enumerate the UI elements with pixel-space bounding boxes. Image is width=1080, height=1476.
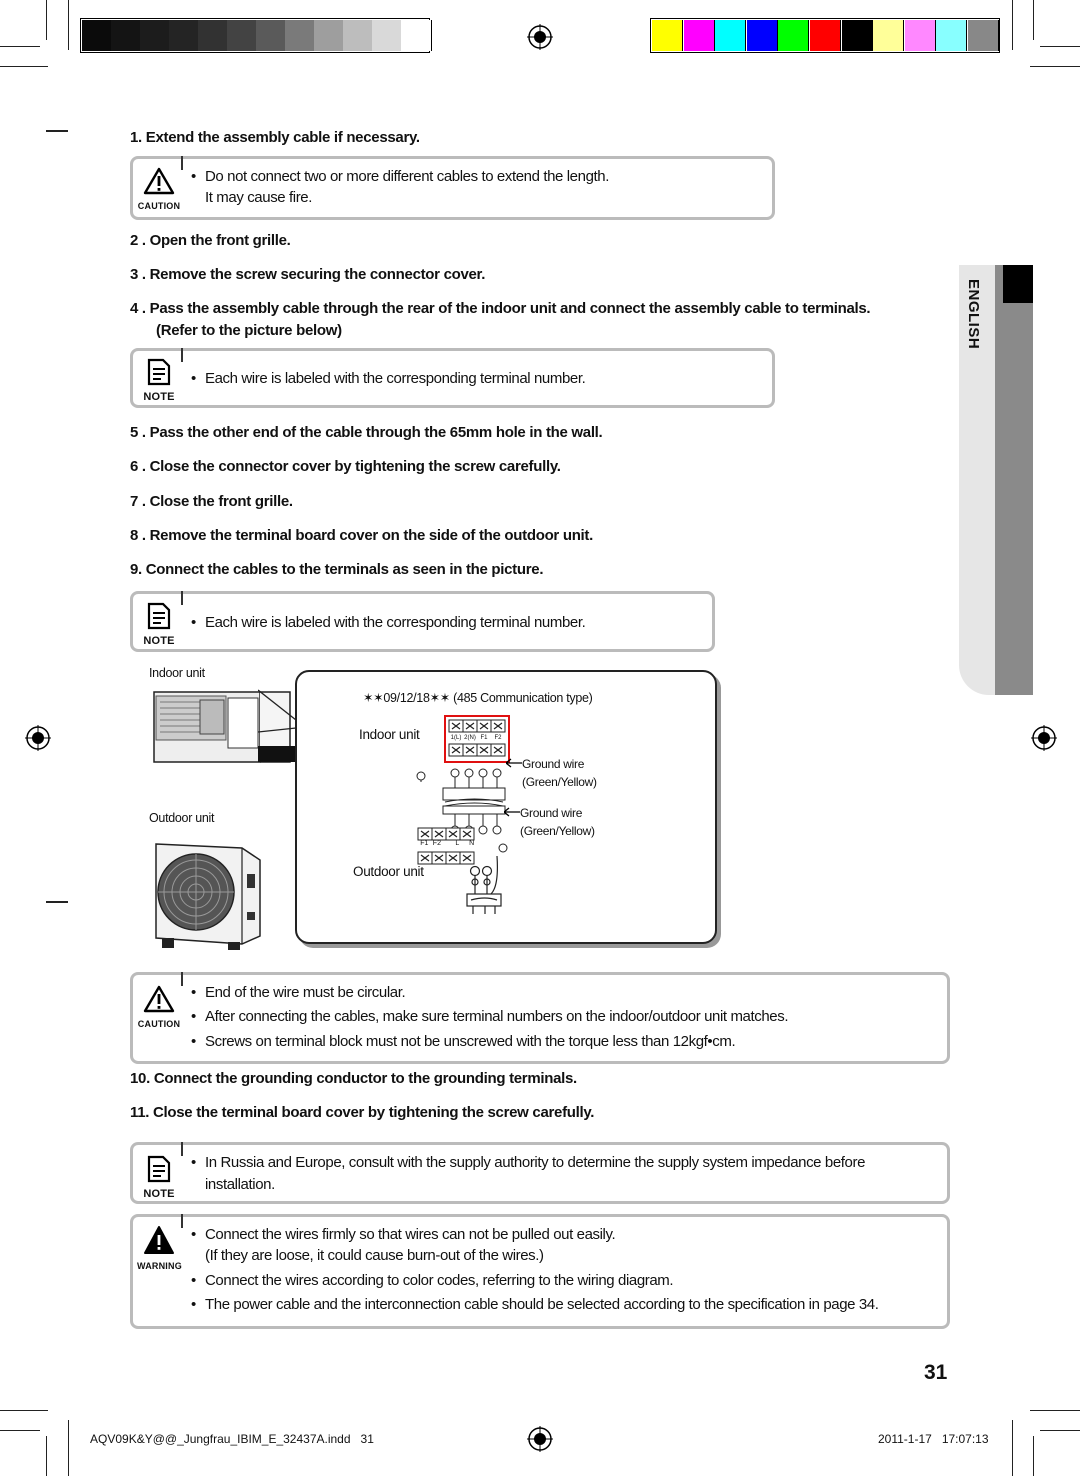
terminal-1l: 1(L) [450,735,462,741]
ground-arrow-2-icon [504,807,520,817]
note-label: NOTE [143,391,175,403]
caution-1-line-1: Do not connect two or more different cables to extend the length. [205,168,609,185]
ground-wire-2-color: (Green/Yellow) [520,824,595,838]
color-swatch [905,20,936,51]
caution-icon [143,985,175,1013]
warning-line-2: (If they are loose, it could cause burn-out of the wires.) [205,1247,544,1264]
step-9: 9. Connect the cables to the terminals as seen in the picture. [130,561,544,578]
gray-swatch [111,20,142,51]
color-swatch [842,20,873,51]
step-5: 5 . Pass the other end of the cable through the 65mm hole in the wall. [130,424,603,441]
terminal-f2: F2 [494,735,502,741]
language-side-tab [959,265,1033,695]
note-label: NOTE [143,1188,175,1200]
warning-line-1: Connect the wires firmly so that wires can not be pulled out easily. [205,1226,616,1243]
caution-label: CAUTION [137,201,181,211]
gray-swatch [140,20,171,51]
caution-label: CAUTION [137,1019,181,1029]
step-4-note: (Refer to the picture below) [156,322,342,339]
gray-swatch [256,20,287,51]
language-label: ENGLISH [965,279,982,350]
ground-arrow-1-icon [506,758,522,768]
note-3-line-2: installation. [205,1176,275,1193]
note-2-text: Each wire is labeled with the corresponding terminal number. [205,614,586,631]
gray-swatch [82,20,113,51]
note-3-line-1: In Russia and Europe, consult with the supply authority to determine the supply system impedance before [205,1154,866,1171]
color-swatch [936,20,967,51]
step-7: 7 . Close the front grille. [130,493,293,510]
page-number: 31 [924,1361,948,1384]
step-11: 11. Close the terminal board cover by tightening the screw carefully. [130,1104,595,1121]
note-icon [146,358,172,386]
caution-2-line-1: End of the wire must be circular. [205,984,406,1001]
gray-swatch [314,20,345,51]
color-swatch [684,20,715,51]
color-swatch [715,20,746,51]
wiring-diagram-panel [295,670,717,944]
caution-2-line-2: After connecting the cables, make sure terminal numbers on the indoor/outdoor unit matches. [205,1008,789,1025]
wiring-indoor-label: Indoor unit [359,727,420,742]
note-1-text: Each wire is labeled with the corresponding terminal number. [205,370,586,387]
caution-box-2: CAUTION • End of the wire must be circular. • After connecting the cables, make sure terminal numbers on the indoor/outdoor unit matches. • Screws on terminal block must not be unscrewed with the torque less than 12kgf•cm. [130,972,950,1064]
color-swatch [747,20,778,51]
caution-icon [143,167,175,195]
note-label: NOTE [143,635,175,647]
terminal-out-f1: F1 [420,840,429,847]
step-2: 2 . Open the front grille. [130,232,291,249]
step-1: 1. Extend the assembly cable if necessary. [130,129,420,146]
footer-timestamp: 2011-1-17 17:07:13 [878,1432,989,1446]
outdoor-unit-illustration [148,838,266,950]
model-type-label: ✶✶09/12/18✶✶ (485 Communication type) [363,691,593,705]
note-box-3: NOTE • In Russia and Europe, consult with the supply authority to determine the supply system impedance before installation. [130,1142,950,1204]
registration-mark-left-icon [25,725,51,751]
terminal-out-n: N [469,840,475,847]
registration-mark-bottom-icon [527,1426,553,1452]
outdoor-unit-label: Outdoor unit [149,811,215,825]
step-4: 4 . Pass the assembly cable through the rear of the indoor unit and connect the assembly cable to terminals. [130,300,871,317]
indoor-unit-label: Indoor unit [149,666,205,680]
gray-swatch [343,20,374,51]
step-6: 6 . Close the connector cover by tightening the screw carefully. [130,458,561,475]
gray-swatch [285,20,316,51]
step-3: 3 . Remove the screw securing the connector cover. [130,266,486,283]
warning-icon [143,1225,175,1255]
note-box-2: NOTE • Each wire is labeled with the corresponding terminal number. [130,591,715,652]
gray-swatch [227,20,258,51]
caution-1-line-2: It may cause fire. [205,189,313,206]
warning-line-3: Connect the wires according to color codes, referring to the wiring diagram. [205,1272,674,1289]
note-icon [146,1155,172,1183]
caution-box-1: CAUTION • Do not connect two or more different cables to extend the length. It may cause fire. [130,156,775,220]
terminal-f1: F1 [480,735,488,741]
wiring-outdoor-label: Outdoor unit [353,864,424,879]
terminal-out-f2: F2 [432,840,441,847]
note-icon [146,602,172,630]
caution-2-line-3: Screws on terminal block must not be unscrewed with the torque less than 12kgf•cm. [205,1033,736,1050]
ground-wire-1-color: (Green/Yellow) [522,775,597,789]
gray-swatch [198,20,229,51]
terminal-2n: 2(N) [464,735,476,741]
step-10: 10. Connect the grounding conductor to the grounding terminals. [130,1070,577,1087]
gray-swatch [169,20,200,51]
warning-box: WARNING • Connect the wires firmly so that wires can not be pulled out easily. (If they are loose, it could cause burn-out of the wires.) • Connect the wires according to color codes, referring to the wiring diagram. • The power cable and the interconnection cable should be selected according to the specification in page 34. [130,1214,950,1329]
color-swatch [968,20,999,51]
warning-label: WARNING [137,1261,182,1271]
footer-file-name: AQV09K&Y@@_Jungfrau_IBIM_E_32437A.indd 31 [90,1432,374,1446]
callout-line [258,688,300,788]
gray-swatch [401,20,432,51]
color-swatch [652,20,683,51]
color-swatch [778,20,809,51]
note-box-1: NOTE • Each wire is labeled with the corresponding terminal number. [130,348,775,408]
terminal-out-l: L [455,840,460,847]
step-8: 8 . Remove the terminal board cover on the side of the outdoor unit. [130,527,593,544]
ground-wire-1-label: Ground wire [522,757,585,771]
ground-wire-2-label: Ground wire [520,806,583,820]
registration-mark-right-icon [1031,725,1057,751]
warning-line-4: The power cable and the interconnection cable should be selected according to the specification in page 34. [205,1296,879,1313]
color-swatch [873,20,904,51]
registration-mark-top-icon [527,24,553,50]
color-swatch [810,20,841,51]
gray-swatch [372,20,403,51]
